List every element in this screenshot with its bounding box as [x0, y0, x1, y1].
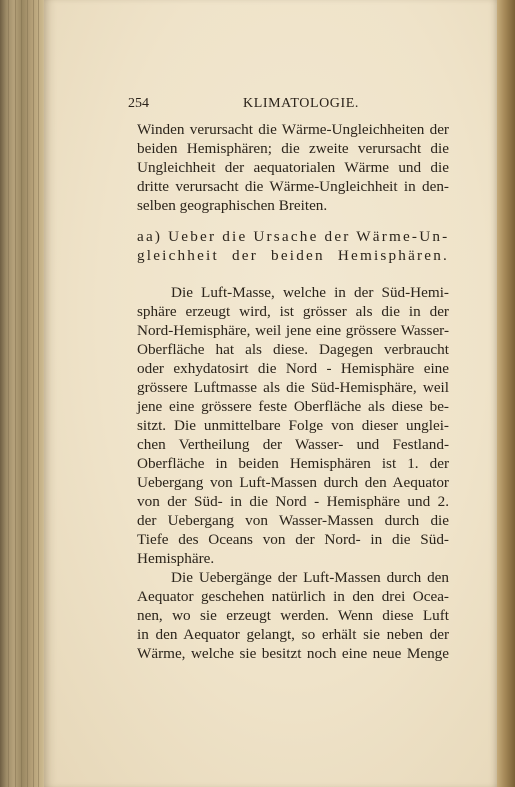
text-line: selben geographischen Breiten.: [137, 197, 328, 214]
text-line: dritte verursacht die Wärme-Ungleichheit in den-: [137, 178, 449, 195]
text-line: grössere Luftmasse als die Süd-Hemisphäre, weil: [137, 379, 449, 396]
text-line: Tiefe des Oceans von der Nord- in die Süd-: [137, 531, 449, 548]
heading-line: gleichheit der beiden Hemisphären.: [137, 247, 449, 264]
text-line: Nord-Hemisphäre, weil jene eine grössere Wasser-: [137, 322, 449, 339]
text-line: Uebergang von Luft-Massen durch den Aequator: [137, 474, 449, 491]
text-line: Oberfläche hat als diese. Dagegen verbraucht: [137, 341, 449, 358]
page-header: [128, 96, 446, 118]
text-line: sitzt. Die unmittelbare Folge von dieser unglei-: [137, 417, 449, 434]
running-title: KLIMATOLOGIE.: [243, 96, 360, 111]
text-line: chen Vertheilung der Wasser- und Festland-: [137, 436, 449, 453]
text-line: Die Uebergänge der Luft-Massen durch den: [171, 569, 449, 586]
page-number: 254: [128, 96, 149, 111]
text-line: Wärme, welche sie besitzt noch eine neue Menge: [137, 645, 449, 662]
paragraph-1: [137, 120, 449, 215]
text-line: jene eine grössere feste Oberfläche als diese be-: [137, 398, 449, 415]
paragraph-2: [137, 283, 449, 568]
page-edge: [497, 0, 515, 787]
text-line: Winden verursacht die Wärme-Ungleichheiten der: [137, 121, 449, 138]
text-line: nen, wo sie erzeugt werden. Wenn diese Luft: [137, 607, 449, 624]
text-line: von der Süd- in die Nord - Hemisphäre und 2.: [137, 493, 449, 510]
paragraph-3: [137, 568, 449, 663]
text-line: Aequator geschehen natürlich in den drei Ocea-: [137, 588, 449, 605]
text-line: beiden Hemisphären; die zweite verursacht die: [137, 140, 449, 157]
text-line: Die Luft-Masse, welche in der Süd-Hemi-: [171, 284, 449, 301]
text-line: Ungleichheit der aequatorialen Wärme und die: [137, 159, 449, 176]
text-line: der Uebergang von Wasser-Massen durch die: [137, 512, 449, 529]
text-line: Oberfläche in beiden Hemisphären ist 1. der: [137, 455, 449, 472]
text-line: oder exhydatosirt die Nord - Hemisphäre eine: [137, 360, 449, 377]
text-line: sphäre erzeugt wird, ist grösser als die in der: [137, 303, 449, 320]
text-line: Hemisphäre.: [137, 550, 215, 567]
text-line: in den Aequator gelangt, so erhält sie neben der: [137, 626, 449, 643]
section-heading: [137, 227, 449, 265]
heading-line: aa) Ueber die Ursache der Wärme-Un-: [137, 228, 450, 245]
